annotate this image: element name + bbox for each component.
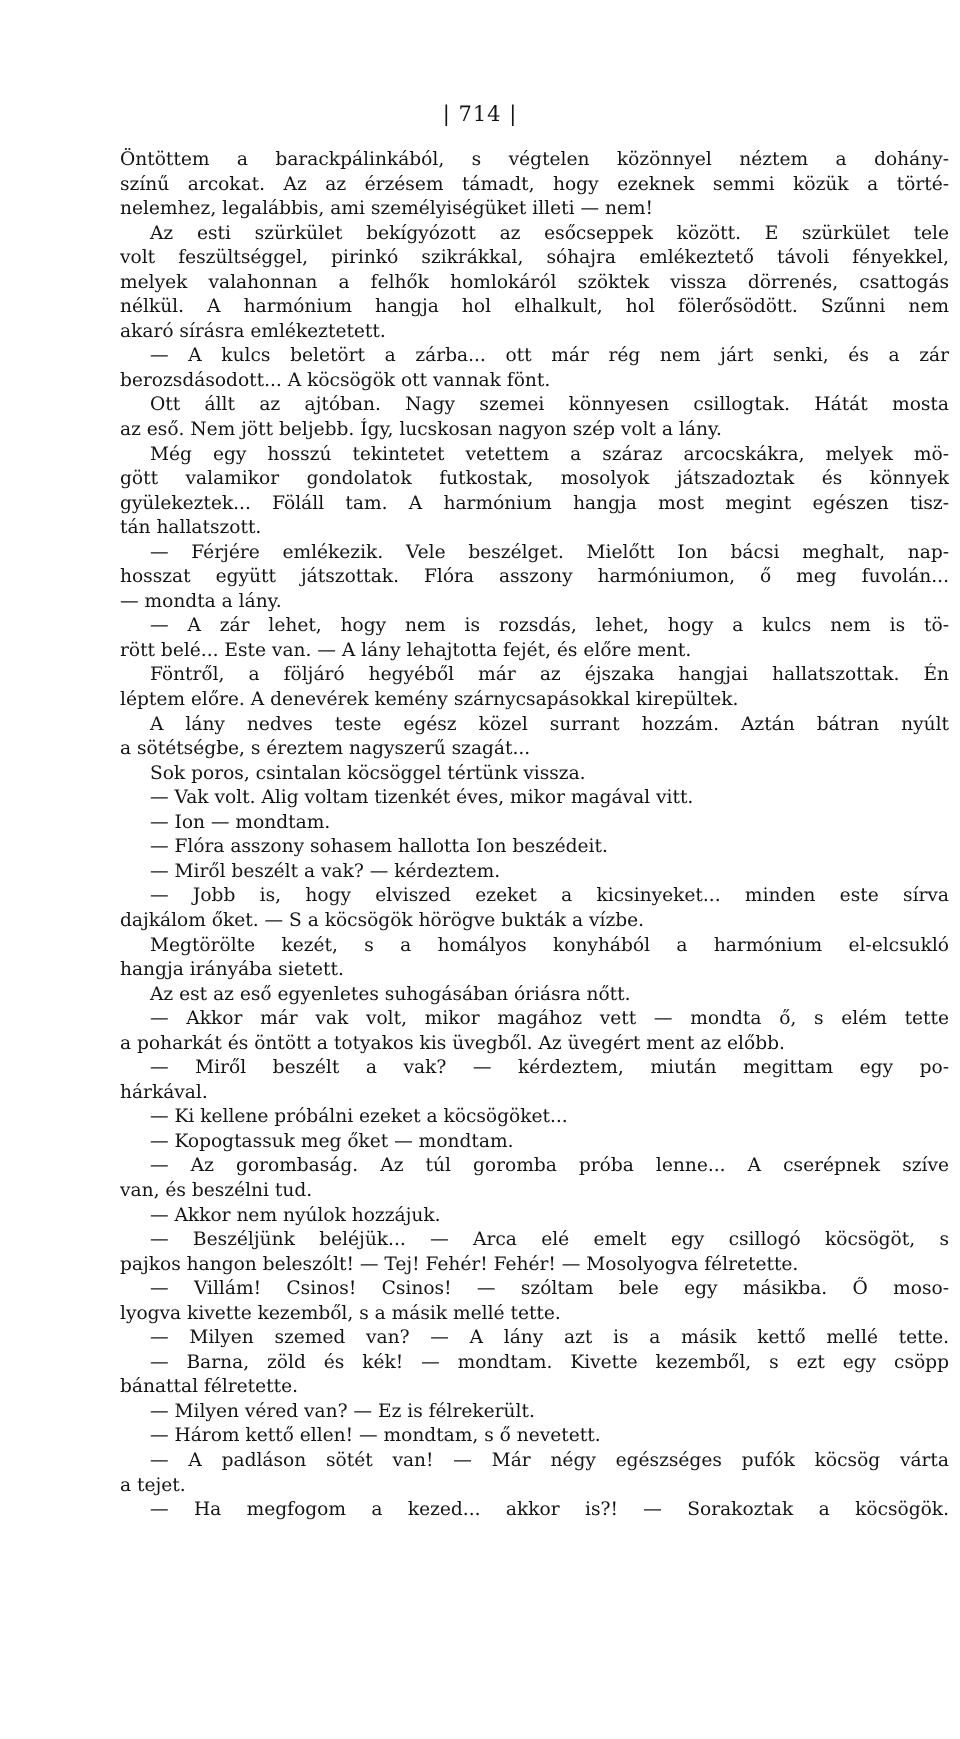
text-line: hangja irányába sietett. (120, 959, 344, 981)
text-line: — Villám! Csinos! Csinos! — szóltam bele egy másikba. Ő moso- (150, 1278, 949, 1300)
text-line: — A padláson sötét van! — Már négy egészséges pufók köcsög várta (150, 1449, 949, 1471)
text-line: — Milyen véred van? — Ez is félrekerült. (150, 1400, 535, 1422)
text-line: rött belé... Este van. — A lány lehajtotta fejét, és előre ment. (120, 639, 692, 661)
text-line: — Akkor már vak volt, mikor magához vett — mondta ő, s elém tette (150, 1008, 949, 1030)
text-line: Föntről, a följáró hegyéből már az éjszaka hangjai hallatszottak. Én (150, 664, 949, 686)
text-line: dajkálom őket. — S a köcsögök hörögve bukták a vízbe. (120, 909, 645, 931)
text-line: az eső. Nem jött beljebb. Így, lucskosan nagyon szép volt a lány. (120, 419, 722, 441)
text-line: hosszat együtt játszottak. Flóra asszony harmóniumon, ő meg fuvolán... (120, 566, 949, 588)
text-line: Öntöttem a barackpálinkából, s végtelen közönnyel néztem a dohány- (120, 149, 949, 170)
text-line: van, és beszélni tud. (120, 1179, 313, 1201)
text-line: a tejet. (120, 1474, 186, 1496)
page-number: | 714 | (442, 102, 518, 126)
text-line: nelemhez, legalábbis, ami személyiségüket illeti — nem! (120, 198, 654, 220)
text-line: színű arcokat. Az az érzésem támadt, hogy ezeknek semmi közük a törté- (120, 173, 949, 195)
text-line: — Miről beszélt a vak? — kérdeztem. (150, 860, 501, 882)
text-line: — Jobb is, hogy elviszed ezeket a kicsinyeket... minden este sírva (150, 885, 949, 907)
text-line: — A kulcs beletört a zárba... ott már rég nem járt senki, és a zár (150, 345, 949, 367)
text-line: — Ha megfogom a kezed... akkor is?! — Sorakoztak a köcsögök. (150, 1499, 949, 1521)
text-line: lyogva kivette kezemből, s a másik mellé tette. (120, 1302, 561, 1324)
text-line: a sötétségbe, s éreztem nagyszerű szagát... (120, 738, 531, 760)
text-line: — Vak volt. Alig voltam tizenkét éves, mikor magával vitt. (150, 787, 694, 809)
text-line: akaró sírásra emlékeztetett. (120, 320, 386, 342)
text-line: léptem előre. A denevérek kemény szárnycsapásokkal kirepültek. (120, 689, 739, 711)
text-line: Ott állt az ajtóban. Nagy szemei könnyesen csillogtak. Hátát mosta (150, 394, 949, 416)
text-line: Megtörölte kezét, s a homályos konyhából a harmónium el-elcsukló (150, 934, 949, 956)
text-line: — Milyen szemed van? — A lány azt is a másik kettő mellé tette. (150, 1327, 949, 1349)
text-line: melyek valahonnan a felhők homlokáról szöktek vissza dörrenés, csattogás (120, 271, 949, 293)
text-line: Az esti szürkület bekígyózott az esőcseppek között. E szürkület tele (150, 222, 949, 244)
text-line: gött valamikor gondolatok futkostak, mosolyok játszadoztak és könnyek (120, 468, 949, 490)
text-line: a poharkát és öntött a totyakos kis üvegből. Az üvegért ment az előbb. (120, 1032, 785, 1054)
text-line: tán hallatszott. (120, 517, 262, 539)
text-line: — Ion — mondtam. (150, 811, 331, 833)
text-line: — Férjére emlékezik. Vele beszélget. Mielőtt Ion bácsi meghalt, nap- (150, 541, 949, 563)
text-line: volt feszültséggel, pirinkó szikrákkal, sóhajra emlékeztető távoli fényekkel, (120, 247, 949, 269)
text-line: hárkával. (120, 1081, 208, 1103)
text-line: Sok poros, csintalan köcsöggel tértünk vissza. (150, 762, 586, 784)
text-line: berozsdásodott... A köcsögök ott vannak fönt. (120, 369, 551, 391)
text-line: — Flóra asszony sohasem hallotta Ion beszédeit. (150, 836, 608, 858)
body-text (120, 148, 949, 1523)
text-line: — Három kettő ellen! — mondtam, s ő nevetett. (150, 1425, 601, 1447)
text-line: — Beszéljünk beléjük... — Arca elé emelt egy csillogó köcsögöt, s (150, 1229, 949, 1251)
text-line: pajkos hangon beleszólt! — Tej! Fehér! Fehér! — Mosolyogva félretette. (120, 1253, 799, 1275)
text-line: — mondta a lány. (120, 590, 282, 612)
text-line: — Az gorombaság. Az túl goromba próba lenne... A cserépnek szíve (150, 1155, 949, 1177)
text-line: — A zár lehet, hogy nem is rozsdás, lehet, hogy a kulcs nem is tö- (150, 615, 949, 637)
text-line: Még egy hosszú tekintetet vetettem a száraz arcocskákra, melyek mö- (150, 443, 949, 465)
text-line: — Miről beszélt a vak? — kérdeztem, miután megittam egy po- (150, 1057, 949, 1079)
text-line: — Akkor nem nyúlok hozzájuk. (150, 1204, 441, 1226)
text-line: — Ki kellene próbálni ezeket a köcsögöket... (150, 1106, 568, 1128)
text-line: — Kopogtassuk meg őket — mondtam. (150, 1130, 514, 1152)
text-line: gyülekeztek... Föláll tam. A harmónium hangja most megint egészen tisz- (120, 492, 949, 514)
text-line: bánattal félretette. (120, 1376, 298, 1398)
text-line: — Barna, zöld és kék! — mondtam. Kivette kezemből, s ezt egy csöpp (150, 1351, 949, 1373)
text-line: A lány nedves teste egész közel surrant hozzám. Aztán bátran nyúlt (150, 713, 949, 735)
text-line: Az est az eső egyenletes suhogásában óriásra nőtt. (150, 983, 631, 1005)
text-line: nélkül. A harmónium hangja hol elhalkult, hol fölerősödött. Szűnni nem (120, 296, 949, 318)
